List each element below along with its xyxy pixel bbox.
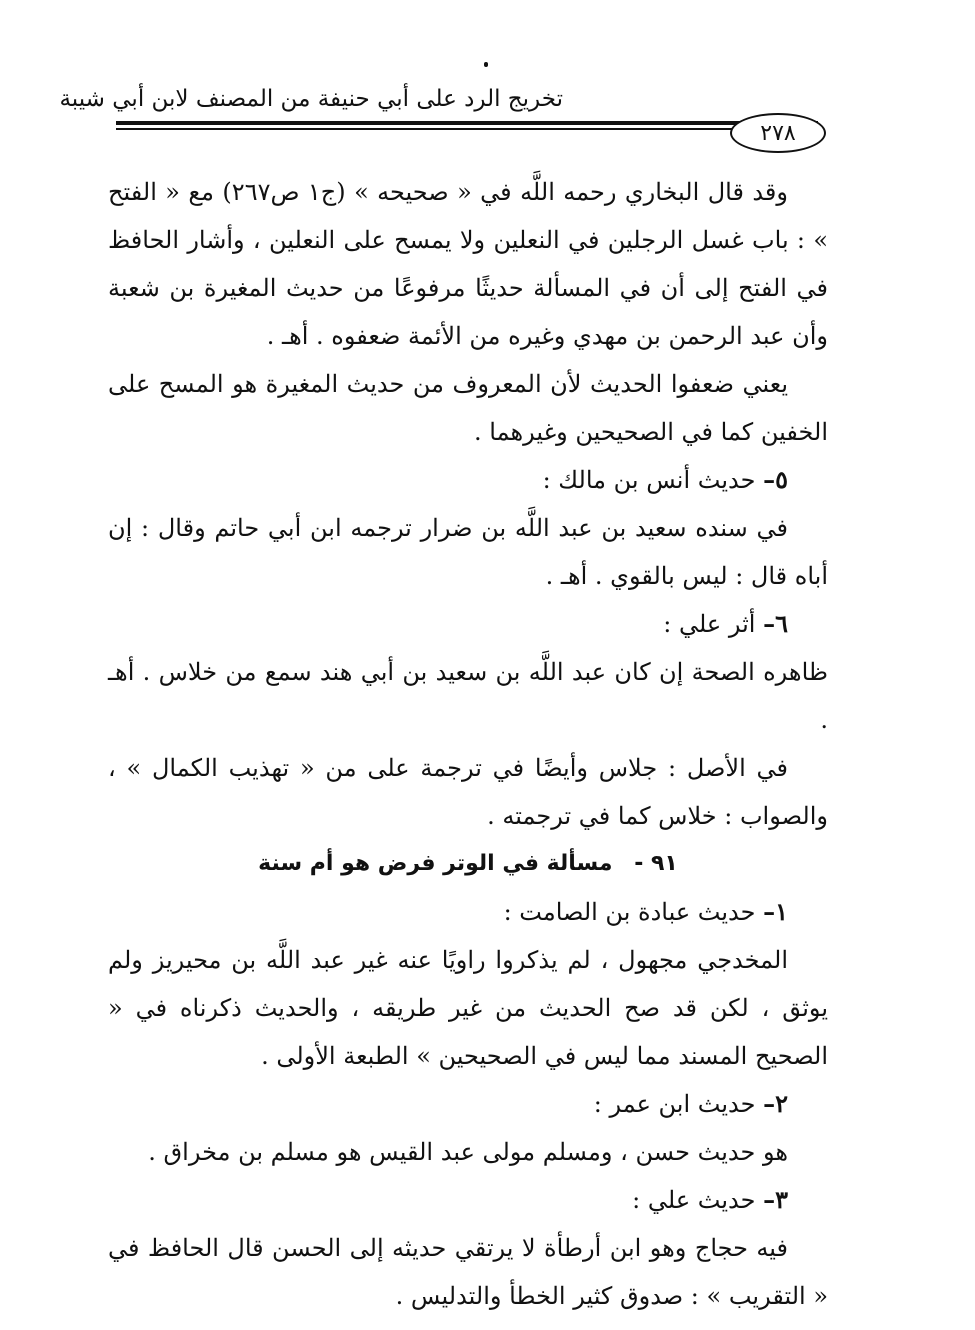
section-heading [108,840,828,888]
paragraph-ubada: المخدجي مجهول ، لم يذكروا راويًا عنه غير عبد اللَّه بن محيريز ولم يوثق ، لكن قد صح الحديث من غير طريقه ، والحديث ذكرناه في « الصحيح المسند مما ليس في الصحيحين » الطبعة الأولى . [108,946,828,1070]
item-number: ١– [763,897,788,926]
running-header-title: تخريج الرد على أبي حنيفة من المصنف لابن أبي شيبة [59,86,563,112]
item-title: أثر علي : [663,610,756,638]
paragraph-anas: في سنده سعيد بن عبد اللَّه بن ضرار ترجمه ابن أبي حاتم وقال : إن أباه قال : ليس بالقوي . أهـ . [108,514,828,590]
item-heading-ali [108,600,828,648]
page-body [108,168,828,1320]
section-number: ٩١ - [634,851,678,876]
paragraph-correction: في الأصل : جلاس وأيضًا في ترجمة على من « تهذيب الكمال » ، والصواب : خلاس كما في ترجمته . [108,754,828,830]
header-ornament-dot [484,62,488,67]
paragraph-explanation: يعني ضعفوا الحديث لأن المعروف من حديث المغيرة هو المسح على الخفين كما في الصحيحين وغيرهما . [108,370,828,446]
item-heading-ali-hadith [108,1176,828,1224]
section-title: مسألة في الوتر فرض هو أم سنة [258,851,613,876]
item-title: حديث أنس بن مالك : [542,466,756,494]
page-number-badge: ٢٧٨ [730,113,826,153]
header-rule-thick [116,121,818,125]
paragraph-bukhari: وقد قال البخاري رحمه اللَّه في « صحيحه » (ج١ ص٢٦٧) مع « الفتح » : باب غسل الرجلين في النعلين ولا يمسح على النعلين ، وأشار الحافظ في الفتح إلى أن في المسألة حديثًا مرفوعًا من حديث المغيرة بن شعبة وأن عبد الرحمن بن مهدي وغيره من الأئمة ضعفوه . أهـ . [108,178,828,350]
item-title: حديث عبادة بن الصامت : [503,898,756,926]
item-heading-ubada [108,888,828,936]
paragraph-hajjaj: فيه حجاج وهو ابن أرطأة لا يرتقي حديثه إلى الحسن قال الحافظ في « التقريب » : صدوق كثير الخطأ والتدليس . [108,1234,828,1310]
header-rule-thin [116,128,818,130]
item-number: ٥– [763,465,788,494]
item-heading-anas [108,456,828,504]
paragraph-ibn-umar: هو حديث حسن ، ومسلم مولى عبد القيس هو مسلم بن مخراق . [148,1138,788,1166]
item-heading-ibn-umar [108,1080,828,1128]
item-title: حديث ابن عمر : [593,1090,756,1118]
item-number: ٣– [763,1185,788,1214]
item-title: حديث علي : [632,1186,756,1214]
item-number: ٦– [763,609,788,638]
item-number: ٢– [763,1089,788,1118]
paragraph-ali: ظاهره الصحة إن كان عبد اللَّه بن سعيد بن أبي هند سمع من خلاس . أهـ . [108,658,828,734]
